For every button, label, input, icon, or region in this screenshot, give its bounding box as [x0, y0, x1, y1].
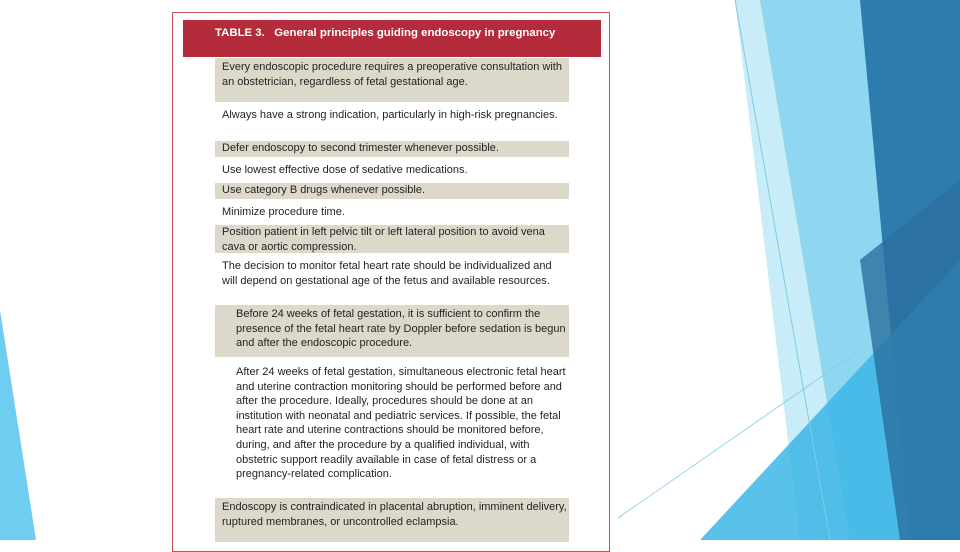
table-row: Every endoscopic procedure requires a preoperative consultation with an obstetrician, regardless of fetal gestational age. — [215, 58, 569, 102]
left-accent-shape — [0, 310, 36, 540]
table-title-text: General principles guiding endoscopy in pregnancy — [274, 27, 556, 39]
table-row: Minimize procedure time. — [222, 206, 345, 218]
table-row: Endoscopy is contraindicated in placental abruption, imminent delivery, ruptured membranes, or uncontrolled eclampsia. — [215, 498, 569, 542]
table-header — [183, 20, 601, 57]
table-label: TABLE 3. — [215, 27, 265, 39]
principles-table — [172, 12, 610, 552]
table-title — [215, 26, 575, 40]
table-row: Defer endoscopy to second trimester whenever possible. — [215, 141, 569, 157]
table-row-sub: After 24 weeks of fetal gestation, simultaneous electronic fetal heart and uterine contraction monitoring should be performed before and after the procedure. Ideally, procedures should be done at an institution with neonatal and pediatric services. If possible, the fetal heart rate and uterine contractions should be monitored before, during, and after the procedure by a qualified individual, with obstetric support readily available in case of fetal distress or a pregnancy-related complication. — [236, 366, 566, 481]
table-row: Always have a strong indication, particularly in high-risk pregnancies. — [222, 109, 558, 121]
table-row: Use lowest effective dose of sedative medications. — [222, 164, 468, 176]
table-row-sub: Before 24 weeks of fetal gestation, it is sufficient to confirm the presence of the fetal heart rate by Doppler before sedation is begun and after the endoscopic procedure. — [215, 305, 569, 357]
table-row: Position patient in left pelvic tilt or left lateral position to avoid vena cava or aortic compression. — [215, 225, 569, 253]
table-row: Use category B drugs whenever possible. — [215, 183, 569, 199]
table-row: The decision to monitor fetal heart rate should be individualized and will depend on gestational age of the fetus and available resources. — [222, 260, 552, 287]
